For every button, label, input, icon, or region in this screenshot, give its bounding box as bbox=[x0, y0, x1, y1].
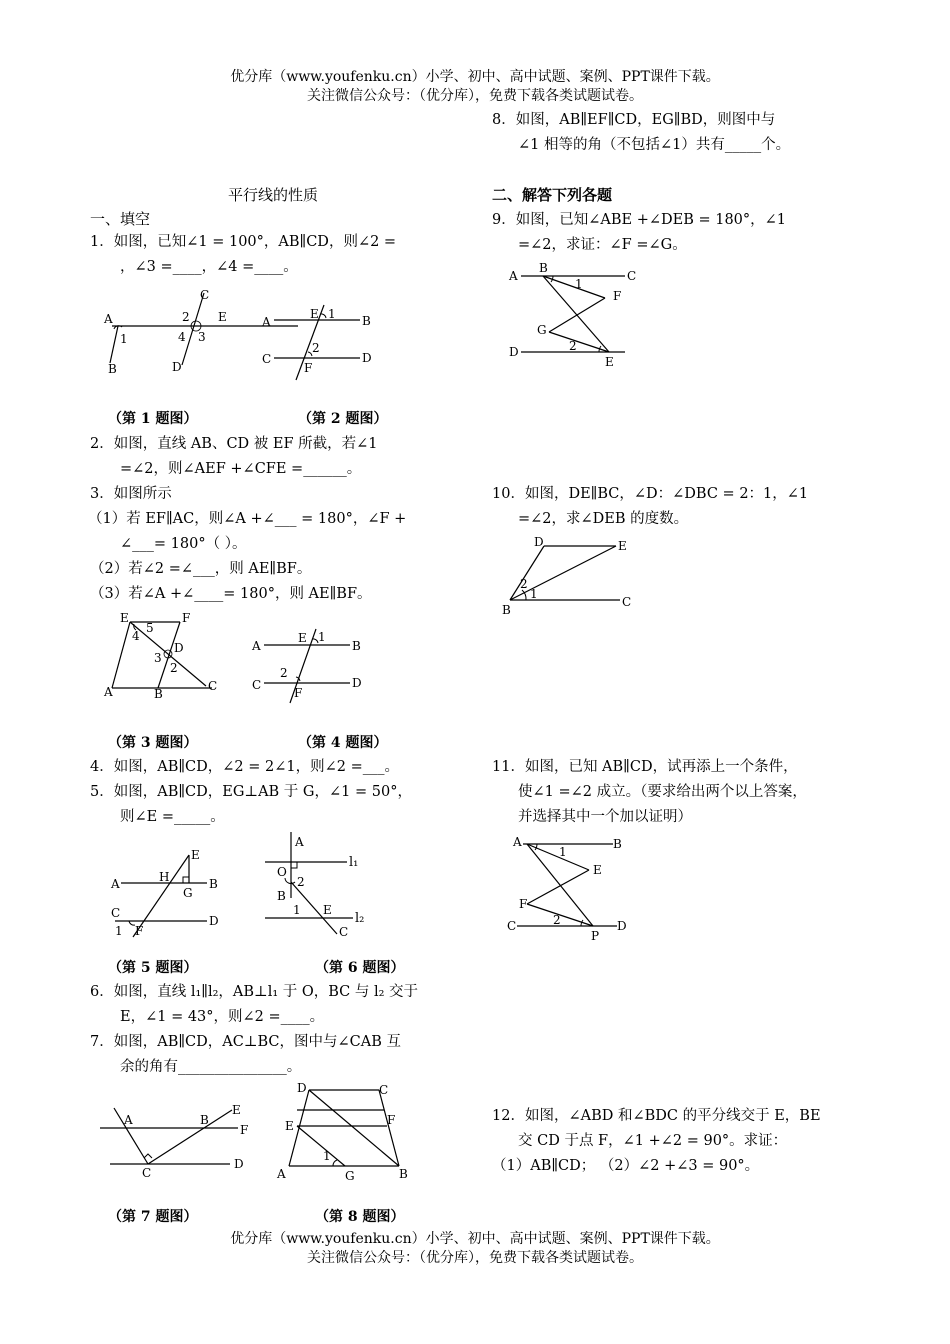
figure-6 bbox=[265, 832, 395, 942]
label-D: D bbox=[362, 351, 372, 365]
label-C: C bbox=[208, 679, 218, 693]
figure-3 bbox=[100, 610, 230, 700]
label-1: 1 bbox=[293, 903, 301, 917]
question-2-line-2: =∠2，则∠AEF +∠CFE =______。 bbox=[120, 461, 362, 477]
question-3-line-5: （3）若∠A +∠____= 180°，则 AE∥BF。 bbox=[90, 586, 372, 602]
label-2: 2 bbox=[569, 339, 577, 353]
question-6-line-2: E，∠1 = 43°，则∠2 =____。 bbox=[120, 1009, 325, 1025]
label-A: A bbox=[111, 877, 120, 891]
label-E: E bbox=[120, 611, 129, 625]
label-B: B bbox=[613, 837, 622, 851]
question-3-line-1: 3．如图所示 bbox=[90, 486, 172, 502]
label-B: B bbox=[108, 362, 117, 376]
figure-4 bbox=[250, 625, 380, 715]
label-3: 3 bbox=[198, 330, 206, 344]
label-D: D bbox=[509, 345, 519, 359]
label-l2: l₂ bbox=[355, 911, 365, 926]
caption-fig-4: （第 4 题图） bbox=[298, 735, 388, 751]
label-B: B bbox=[352, 639, 361, 653]
question-5-line-2: 则∠E =_____。 bbox=[120, 809, 225, 825]
footer-line-1: 优分库（www.youfenku.cn）小学、初中、高中试题、案例、PPT课件下载。 bbox=[230, 1231, 720, 1247]
label-F: F bbox=[240, 1123, 249, 1137]
label-A: A bbox=[252, 639, 261, 653]
label-B: B bbox=[277, 889, 286, 903]
caption-fig-5: （第 5 题图） bbox=[108, 960, 198, 976]
label-F: F bbox=[182, 611, 191, 625]
section-fill-blank: 一、填空 bbox=[90, 210, 151, 228]
label-A: A bbox=[509, 269, 518, 283]
question-2-line-1: 2．如图，直线 AB、CD 被 EF 所截，若∠1 bbox=[90, 436, 378, 452]
question-11 bbox=[492, 755, 807, 830]
question-9 bbox=[492, 208, 786, 258]
question-12-line-2: 交 CD 于点 F，∠1 +∠2 = 90°。求证： bbox=[518, 1133, 788, 1149]
label-E: E bbox=[232, 1103, 241, 1117]
caption-fig-3: （第 3 题图） bbox=[108, 735, 198, 751]
question-3-line-3: ∠___= 180°（ ）。 bbox=[120, 536, 247, 552]
label-1: 1 bbox=[575, 277, 583, 291]
question-6-line-1: 6．如图，直线 l₁∥l₂，AB⊥l₁ 于 O，BC 与 l₂ 交于 bbox=[90, 984, 419, 1000]
label-l1: l₁ bbox=[349, 855, 359, 870]
label-A: A bbox=[295, 835, 304, 849]
question-7-line-2: 余的角有_______________。 bbox=[120, 1059, 302, 1075]
label-C: C bbox=[379, 1083, 389, 1097]
label-1: 1 bbox=[120, 332, 128, 346]
question-1-line-2: ，∠3 =____，∠4 =____。 bbox=[120, 259, 298, 275]
caption-fig-2: （第 2 题图） bbox=[298, 411, 388, 427]
question-8 bbox=[492, 108, 790, 158]
label-E: E bbox=[593, 863, 602, 877]
label-2: 2 bbox=[280, 666, 288, 680]
question-11-line-1: 11．如图，已知 AB∥CD，试再添上一个条件， bbox=[492, 759, 798, 775]
label-P: P bbox=[591, 929, 600, 943]
question-1-line-1: 1．如图，已知∠1 = 100°，AB∥CD，则∠2 = bbox=[90, 234, 397, 250]
label-C: C bbox=[200, 288, 210, 302]
label-D: D bbox=[617, 919, 627, 933]
label-1: 1 bbox=[328, 307, 336, 321]
question-12-line-3: （1）AB∥CD； （2）∠2 +∠3 = 90°。 bbox=[492, 1158, 760, 1174]
header-line-1: 优分库（www.youfenku.cn）小学、初中、高中试题、案例、PPT课件下载。 bbox=[230, 69, 720, 85]
question-5 bbox=[90, 780, 412, 830]
label-O: O bbox=[277, 865, 287, 879]
question-10-line-2: =∠2，求∠DEB 的度数。 bbox=[518, 511, 689, 527]
label-C: C bbox=[262, 352, 272, 366]
question-11-line-2: 使∠1 =∠2 成立。（要求给出两个以上答案， bbox=[518, 784, 807, 800]
caption-fig-8: （第 8 题图） bbox=[315, 1209, 405, 1225]
label-F: F bbox=[294, 686, 303, 700]
label-B: B bbox=[154, 687, 163, 701]
label-B: B bbox=[362, 314, 371, 328]
label-F: F bbox=[519, 897, 528, 911]
label-2: 2 bbox=[170, 661, 178, 675]
question-3-line-2: （1）若 EF∥AC，则∠A +∠___ = 180°，∠F + bbox=[88, 511, 407, 527]
label-C: C bbox=[142, 1166, 152, 1180]
question-12-line-1: 12．如图，∠ABD 和∠BDC 的平分线交于 E，BE bbox=[492, 1108, 821, 1124]
label-5: 5 bbox=[146, 621, 154, 635]
label-3: 3 bbox=[154, 651, 162, 665]
label-D: D bbox=[352, 676, 362, 690]
figure-11 bbox=[505, 832, 645, 942]
label-A: A bbox=[262, 315, 271, 329]
label-A: A bbox=[104, 312, 113, 326]
label-B: B bbox=[539, 261, 548, 275]
page-title: 平行线的性质 bbox=[228, 186, 319, 204]
label-1: 1 bbox=[323, 1149, 331, 1163]
label-B: B bbox=[209, 877, 218, 891]
question-4 bbox=[90, 755, 399, 780]
label-2: 2 bbox=[520, 577, 528, 591]
label-F: F bbox=[613, 289, 622, 303]
label-B: B bbox=[200, 1113, 209, 1127]
label-G: G bbox=[345, 1169, 355, 1183]
section-answer: 二、解答下列各题 bbox=[492, 186, 613, 204]
label-2: 2 bbox=[297, 875, 305, 889]
caption-fig-1: （第 1 题图） bbox=[108, 411, 198, 427]
label-A: A bbox=[513, 835, 522, 849]
label-D: D bbox=[234, 1157, 244, 1171]
question-10 bbox=[492, 482, 808, 532]
label-G: G bbox=[537, 323, 547, 337]
label-E: E bbox=[618, 539, 627, 553]
label-2: 2 bbox=[553, 913, 561, 927]
figure-1 bbox=[100, 285, 240, 375]
label-D: D bbox=[174, 641, 184, 655]
label-2: 2 bbox=[312, 341, 320, 355]
question-2 bbox=[90, 432, 378, 482]
question-4-line-1: 4．如图，AB∥CD，∠2 = 2∠1，则∠2 =___。 bbox=[90, 759, 399, 775]
question-5-line-1: 5．如图，AB∥CD，EG⊥AB 于 G，∠1 = 50°， bbox=[90, 784, 412, 800]
figure-8 bbox=[275, 1078, 415, 1188]
label-C: C bbox=[627, 269, 637, 283]
label-2: 2 bbox=[182, 310, 190, 324]
question-3-line-4: （2）若∠2 =∠___，则 AE∥BF。 bbox=[90, 561, 312, 577]
label-F: F bbox=[135, 924, 144, 938]
figure-9 bbox=[505, 262, 665, 372]
label-F: F bbox=[387, 1113, 396, 1127]
footer-line-2: 关注微信公众号：（优分库），免费下载各类试题试卷。 bbox=[307, 1250, 643, 1266]
label-D: D bbox=[209, 914, 219, 928]
label-F: F bbox=[304, 361, 313, 375]
question-9-line-2: =∠2，求证：∠F =∠G。 bbox=[518, 237, 687, 253]
label-A: A bbox=[277, 1167, 286, 1181]
question-7 bbox=[90, 1030, 401, 1080]
figure-2 bbox=[260, 300, 380, 380]
label-E: E bbox=[323, 903, 332, 917]
question-8-line-1: 8．如图，AB∥EF∥CD，EG∥BD，则图中与 bbox=[492, 112, 776, 128]
label-4: 4 bbox=[178, 330, 186, 344]
label-C: C bbox=[339, 925, 349, 939]
label-C: C bbox=[111, 906, 121, 920]
question-9-line-1: 9．如图，已知∠ABE +∠DEB = 180°，∠1 bbox=[492, 212, 787, 228]
label-D: D bbox=[172, 360, 182, 374]
header-line-2: 关注微信公众号：（优分库），免费下载各类试题试卷。 bbox=[307, 88, 643, 104]
label-1: 1 bbox=[115, 924, 123, 938]
question-1 bbox=[90, 230, 396, 280]
label-4: 4 bbox=[132, 629, 140, 643]
caption-fig-7: （第 7 题图） bbox=[108, 1209, 198, 1225]
label-A: A bbox=[104, 685, 113, 699]
label-C: C bbox=[622, 595, 632, 609]
figure-10 bbox=[500, 534, 650, 624]
label-D: D bbox=[297, 1081, 307, 1095]
label-1: 1 bbox=[530, 587, 538, 601]
figure-7 bbox=[98, 1100, 258, 1180]
question-8-line-2: ∠1 相等的角（不包括∠1）共有_____个。 bbox=[518, 137, 791, 153]
label-E: E bbox=[218, 310, 227, 324]
question-6 bbox=[90, 980, 418, 1030]
label-1: 1 bbox=[559, 845, 567, 859]
question-3 bbox=[90, 482, 406, 607]
label-E: E bbox=[298, 631, 307, 645]
label-A: A bbox=[124, 1113, 133, 1127]
question-12 bbox=[492, 1104, 821, 1179]
label-C: C bbox=[252, 678, 262, 692]
label-B: B bbox=[399, 1167, 408, 1181]
label-E: E bbox=[310, 307, 319, 321]
question-11-line-3: 并选择其中一个加以证明） bbox=[518, 809, 692, 825]
label-D: D bbox=[534, 535, 544, 549]
label-C: C bbox=[507, 919, 517, 933]
label-H: H bbox=[159, 870, 170, 884]
question-10-line-1: 10．如图，DE∥BC，∠D：∠DBC = 2：1，∠1 bbox=[492, 486, 809, 502]
label-E: E bbox=[191, 848, 200, 862]
caption-fig-6: （第 6 题图） bbox=[315, 960, 405, 976]
label-E: E bbox=[285, 1119, 294, 1133]
label-G: G bbox=[183, 886, 193, 900]
label-B: B bbox=[502, 603, 511, 617]
label-1: 1 bbox=[318, 630, 326, 644]
question-7-line-1: 7．如图，AB∥CD，AC⊥BC，图中与∠CAB 互 bbox=[90, 1034, 401, 1050]
label-E: E bbox=[605, 355, 614, 369]
figure-5 bbox=[105, 845, 235, 945]
